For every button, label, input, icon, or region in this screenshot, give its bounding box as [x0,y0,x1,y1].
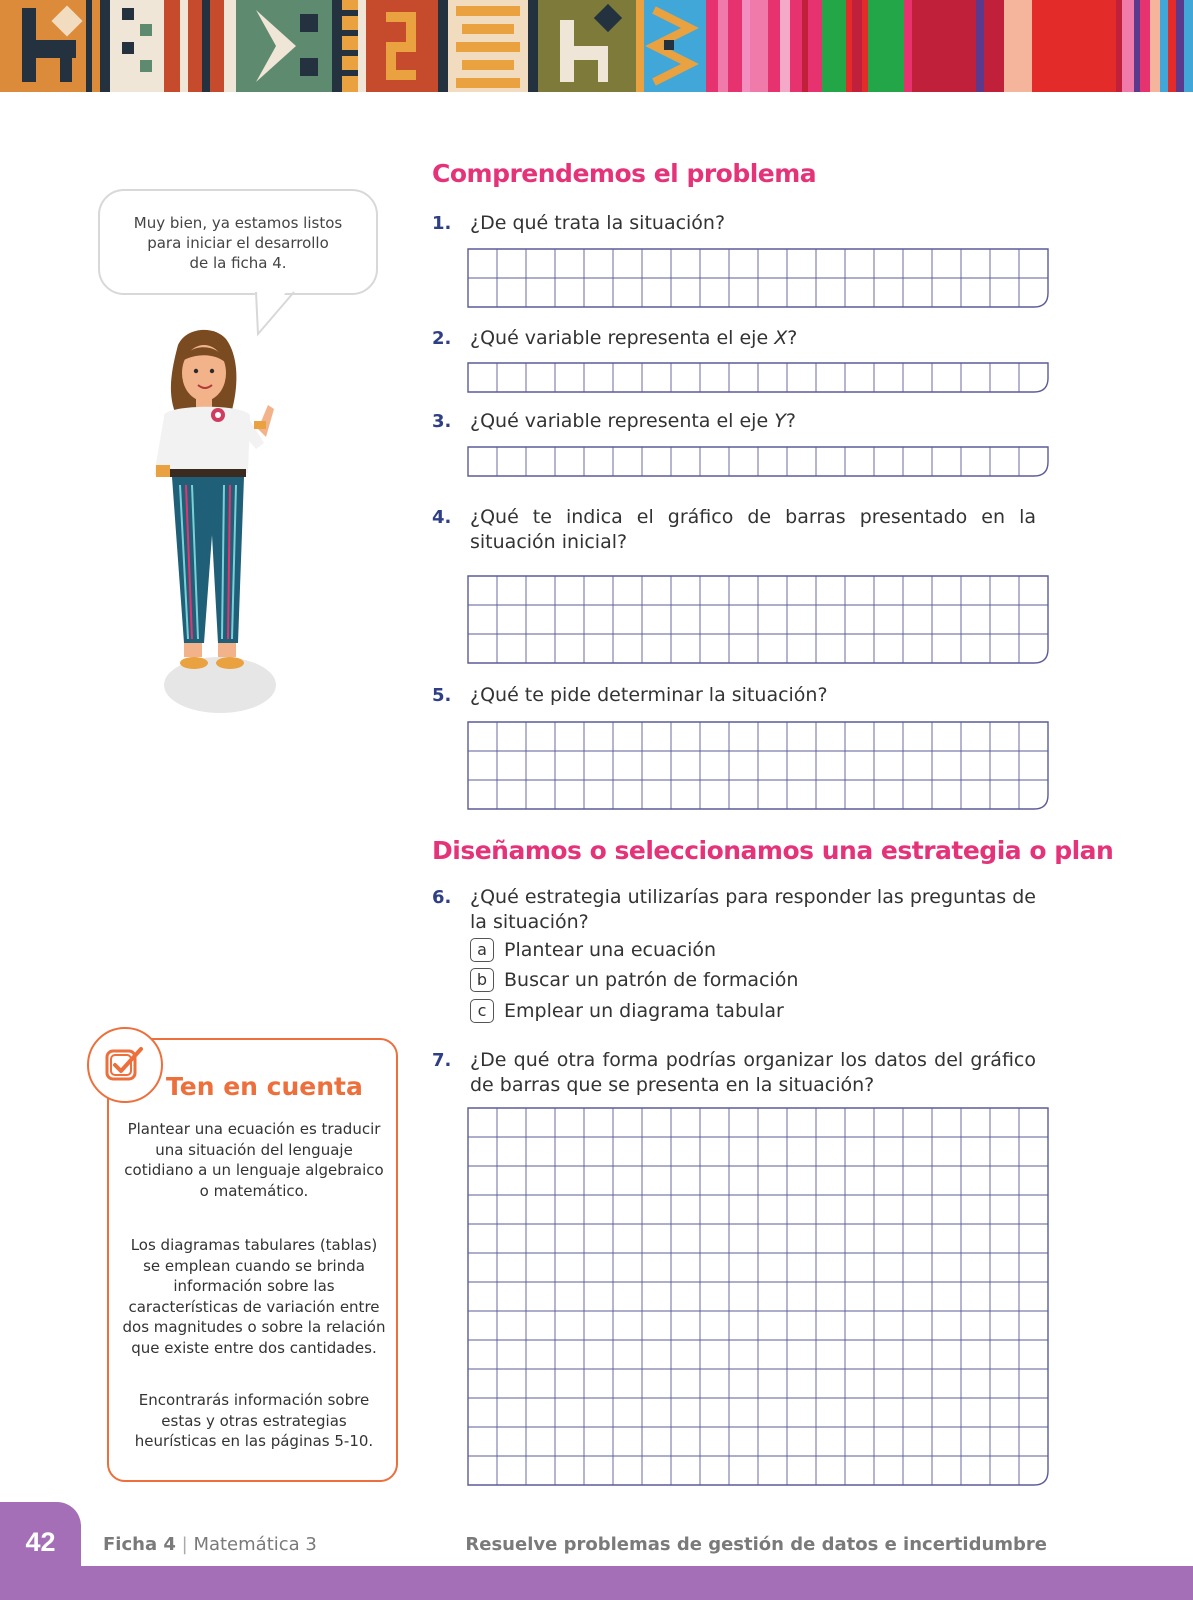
question-2-text-before: ¿Qué variable representa el eje [470,327,775,349]
question-2-number: 2. [432,328,452,349]
checkbox-icon [103,1043,147,1087]
grid-svg [467,1107,1049,1486]
section-title-disenamos: Diseñamos o seleccionamos una estrategia o plan [432,836,1114,865]
tip-title: Ten en cuenta [166,1072,363,1101]
tip-icon-circle [87,1027,163,1103]
question-4-text: ¿Qué te indica el gráfico de barras presentado en la situación inicial? [470,506,1036,553]
answer-grid-q3[interactable] [467,446,1048,477]
grid-svg [467,362,1049,393]
answer-grid-q1[interactable] [467,248,1048,308]
speech-bubble [98,189,378,295]
girl-illustration [140,325,300,720]
question-5-text: ¿Qué te pide determinar la situación? [470,684,828,706]
option-a[interactable] [470,938,716,963]
footer-bar [0,1566,1193,1600]
question-6-text: ¿Qué estrategia utilizarías para responder las preguntas de la situación? [470,886,1036,933]
option-a-text: Plantear una ecuación [504,939,717,961]
question-2-text-after: ? [787,327,798,349]
tip-paragraph-2: Los diagramas tabulares (tablas) se emplean cuando se brinda información sobre las características de variación entre dos magnitudes o sobre la relación que existe entre dos cantidades. [122,1236,386,1357]
answer-grid-q7[interactable] [467,1107,1048,1486]
section-title-comprendemos: Comprendemos el problema [432,159,817,188]
footer-separator: | [181,1534,188,1555]
question-6-number: 6. [432,887,452,908]
option-a-letter: a [470,938,494,962]
question-3-variable: Y [774,410,786,432]
grid-svg [467,446,1049,477]
question-3-text-after: ? [785,410,796,432]
tip-paragraph-1: Plantear una ecuación es traducir una situación del lenguaje cotidiano a un lenguaje algebraico o matemático. [124,1120,384,1200]
tip-paragraph-3: Encontrarás información sobre estas y otras estrategias heurísticas en las páginas 5-10. [134,1391,374,1450]
question-2-text [470,326,1036,351]
question-3-text-before: ¿Qué variable representa el eje [470,410,775,432]
option-c-letter: c [470,999,494,1023]
speech-bubble-line2: para iniciar el desarrollo [147,234,329,252]
option-c[interactable] [470,999,784,1024]
footer-ficha: Ficha 4 [103,1534,176,1555]
answer-grid-q2[interactable] [467,362,1048,393]
footer-subject: Matemática 3 [193,1534,317,1555]
question-1-text: ¿De qué trata la situación? [470,212,726,234]
question-4-number: 4. [432,507,452,528]
answer-grid-q4[interactable] [467,575,1048,664]
question-5-number: 5. [432,685,452,706]
answer-grid-q5[interactable] [467,721,1048,810]
question-1-number: 1. [432,213,452,234]
question-2-variable: X [774,327,788,349]
footer-left [103,1534,317,1555]
grid-svg [467,575,1049,664]
question-7-number: 7. [432,1050,452,1071]
decorative-banner [0,0,1193,92]
option-c-text: Emplear un diagrama tabular [504,1000,784,1022]
option-b-letter: b [470,968,494,992]
grid-svg [467,248,1049,308]
option-b-text: Buscar un patrón de formación [504,969,799,991]
question-7-text: ¿De qué otra forma podrías organizar los datos del gráfico de barras que se presenta en la situación? [470,1049,1036,1096]
question-3-text [470,409,1036,434]
speech-bubble-line3: de la ficha 4. [189,254,287,272]
page-number: 42 [25,1527,56,1557]
option-b[interactable] [470,968,798,993]
speech-bubble-line1: Muy bien, ya estamos listos [133,214,343,232]
grid-svg [467,721,1049,810]
question-3-number: 3. [432,411,452,432]
footer-right-title: Resuelve problemas de gestión de datos e incertidumbre [465,1534,1047,1555]
